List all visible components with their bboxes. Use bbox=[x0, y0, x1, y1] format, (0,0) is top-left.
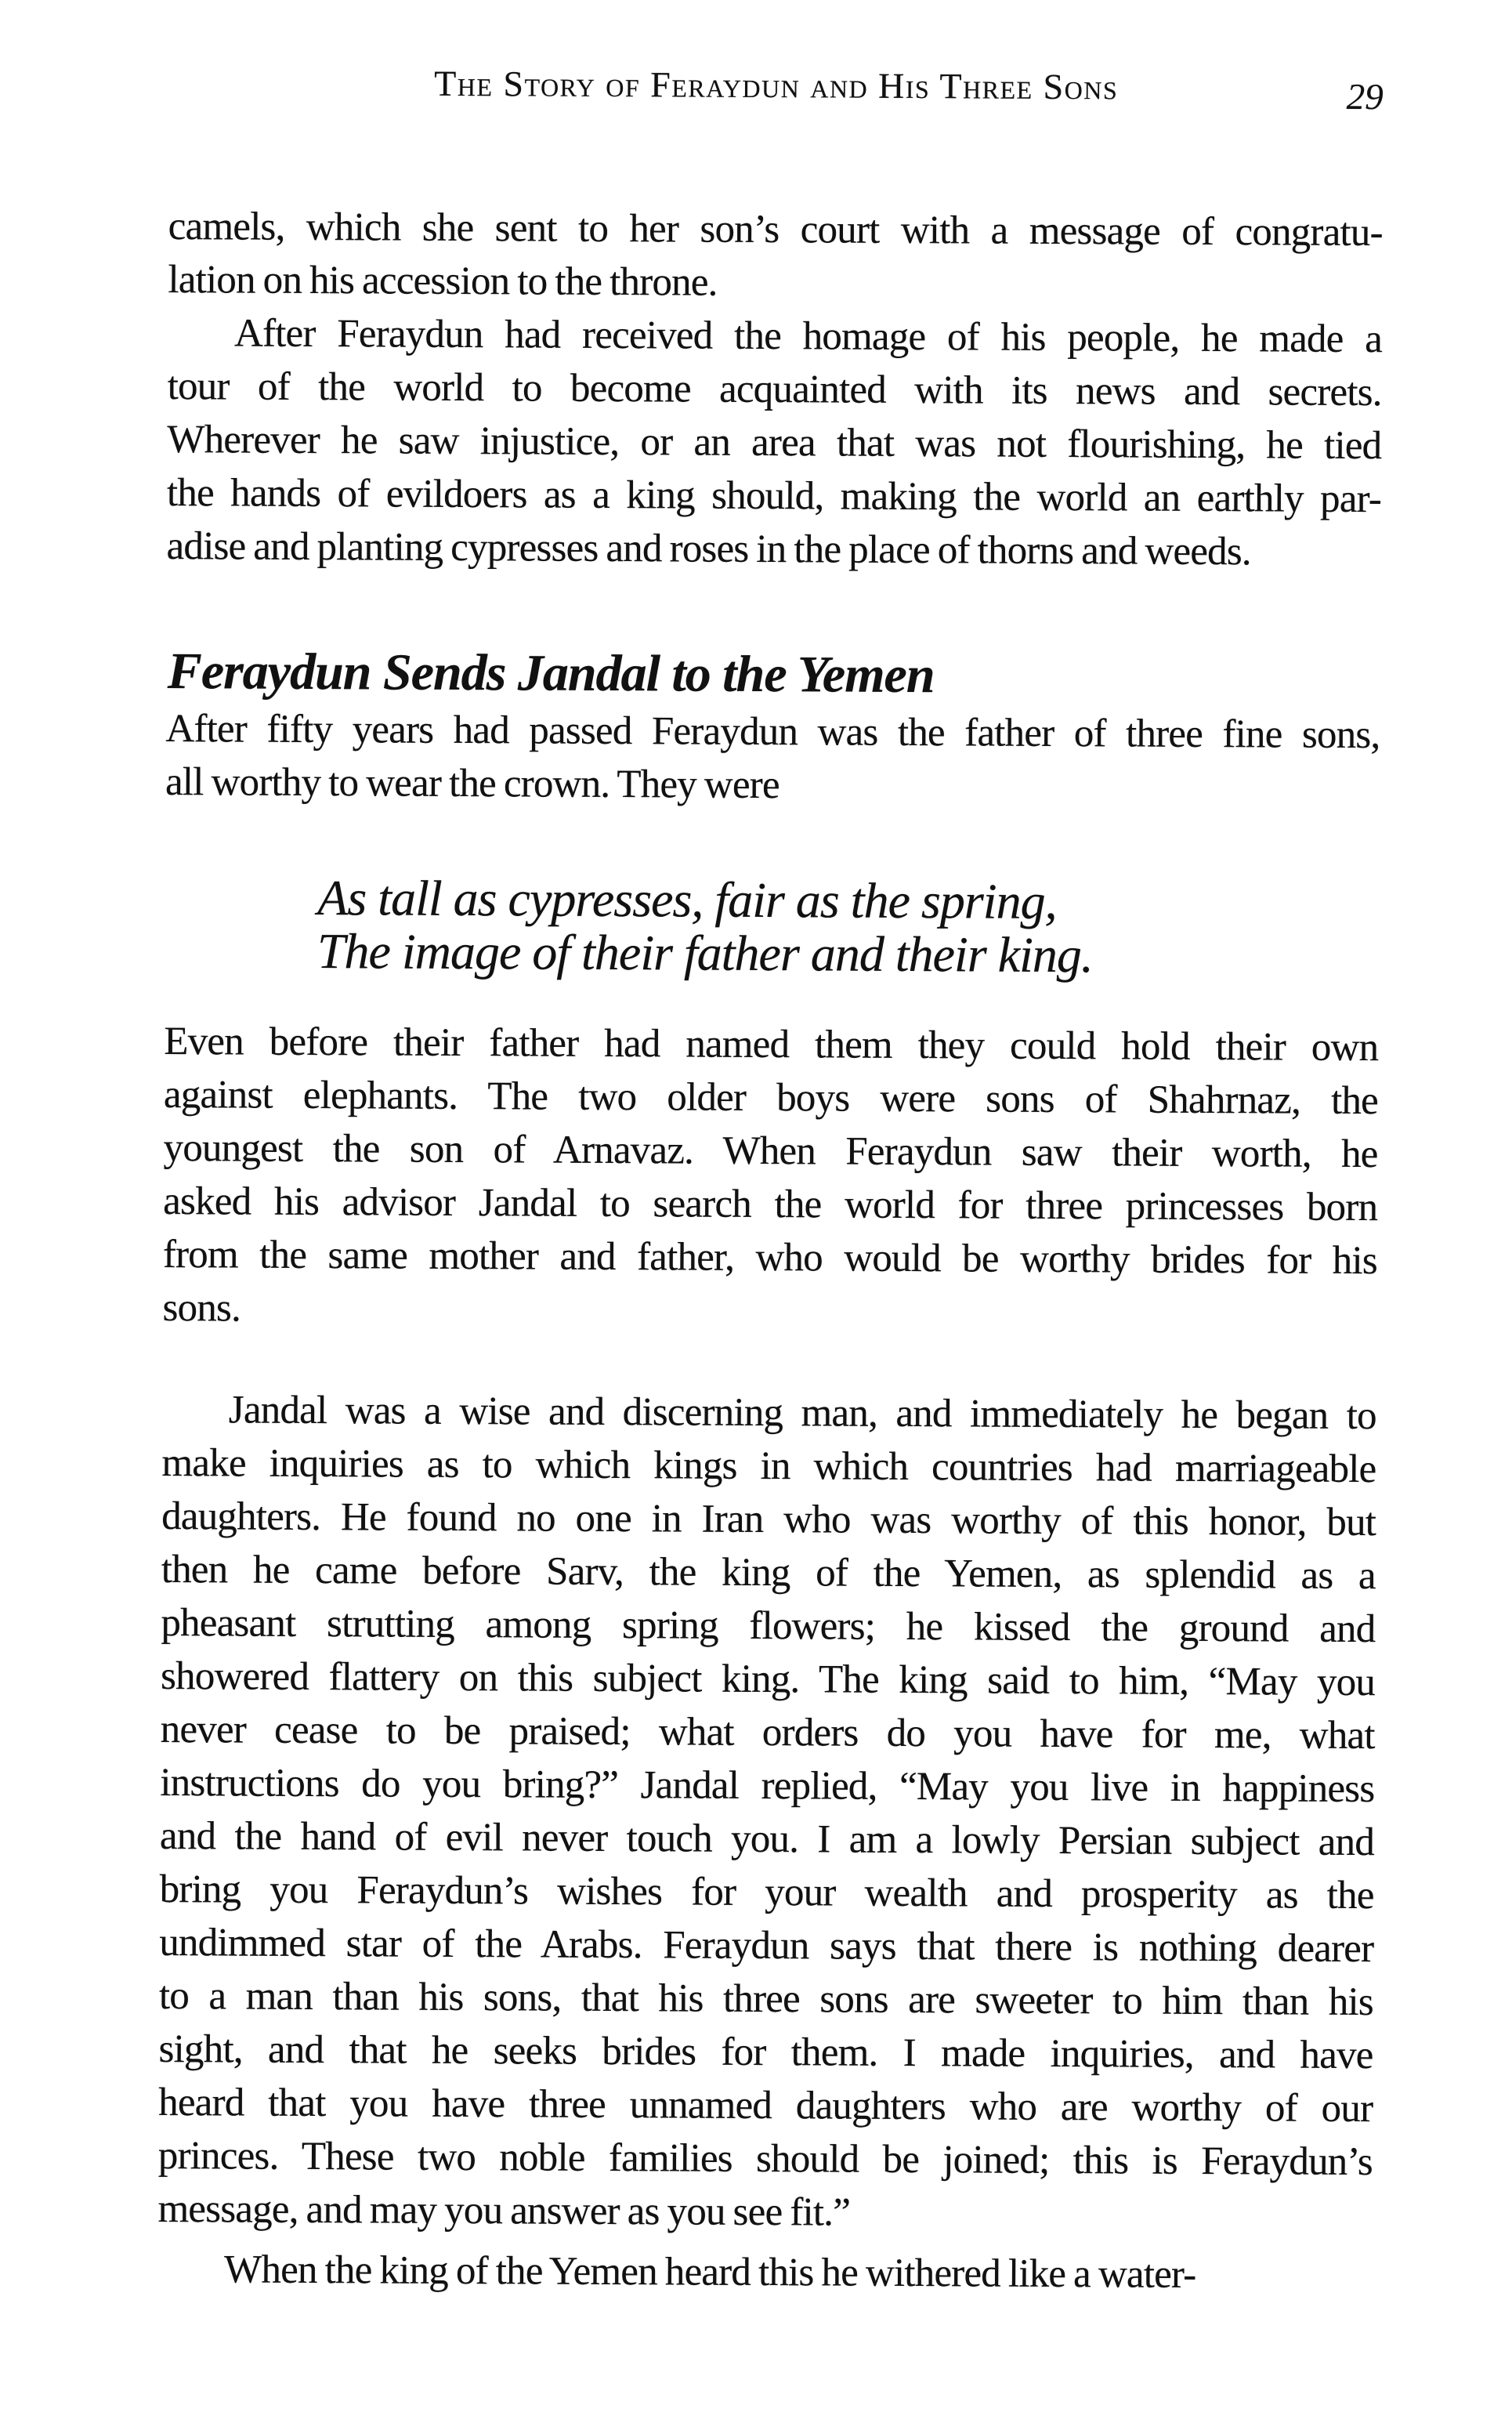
text-line: asked his advisor Jandal to search the world for three princesses born bbox=[163, 1179, 1378, 1230]
text-line: bring you Feraydun’s wishes for your wealth and prosperity as the bbox=[159, 1867, 1374, 1918]
text-line: sight, and that he seeks brides for them. I made inquiries, and have bbox=[158, 2026, 1373, 2078]
paragraph-king-reaction bbox=[157, 2243, 1372, 2302]
text-line: and the hand of evil never touch you. I am a lowly Persian subject and bbox=[159, 1813, 1375, 1865]
text-line: Wherever he saw injustice, or an area that was not flourishing, he tied bbox=[167, 418, 1382, 469]
text-line: princes. These two noble families should be joined; this is Feraydun’s bbox=[157, 2133, 1373, 2185]
text-line: instructions do you bring?” Jandal replied, “May you live in happiness bbox=[160, 1760, 1375, 1812]
paragraph-three-sons bbox=[165, 702, 1380, 815]
text-line: to a man than his sons, that his three sons are sweeter to him than his bbox=[158, 1973, 1374, 2025]
text-line: daughters. He found no one in Iran who was worthy of this honor, but bbox=[161, 1494, 1376, 1545]
text-line: As tall as cypresses, fair as the spring, bbox=[317, 870, 1057, 929]
text-line: the hands of evildoers as a king should, making the world an earthly par- bbox=[166, 471, 1382, 522]
text-line: Even before their father had named them they could hold their own bbox=[164, 1019, 1379, 1070]
paragraph-tour-of-world bbox=[166, 306, 1382, 579]
text-line: then he came before Sarv, the king of the Yemen, as splendid as a bbox=[161, 1547, 1376, 1599]
text-line: never cease to be praised; what orders do you have for me, what bbox=[160, 1707, 1375, 1758]
text-line: After fifty years had passed Feraydun was the father of three fine sons, bbox=[165, 707, 1380, 758]
text-line: lation on his accession to the throne. bbox=[168, 258, 718, 305]
running-header: The Story of Feraydun and His Three Sons bbox=[434, 63, 1119, 107]
text-line: Jandal was a wise and discerning man, and immediately he began to bbox=[228, 1388, 1376, 1439]
text-line: camels, which she sent to her son’s court with a message of congratu- bbox=[168, 205, 1383, 255]
verse-couplet bbox=[317, 871, 1180, 983]
text-line: undimmed star of the Arabs. Feraydun says that there is nothing dearer bbox=[159, 1920, 1374, 1972]
section-heading: Feraydun Sends Jandal to the Yemen bbox=[167, 643, 935, 704]
paragraph-sons-worth bbox=[162, 1015, 1378, 1341]
paragraph-jandal-mission bbox=[157, 1383, 1376, 2242]
text-line: message, and may you answer as you see fit.” bbox=[157, 2186, 851, 2235]
text-line: After Feraydun had received the homage of his people, he made a bbox=[233, 311, 1383, 362]
text-line: all worthy to wear the crown. They were bbox=[165, 760, 780, 808]
text-line: tour of the world to become acquainted with its news and secrets. bbox=[167, 364, 1382, 415]
text-line: showered flattery on this subject king. The king said to him, “May you bbox=[160, 1653, 1376, 1705]
text-line: When the king of the Yemen heard this he withered like a water- bbox=[223, 2247, 1196, 2297]
text-line: sons. bbox=[162, 1285, 241, 1331]
page-number: 29 bbox=[1346, 76, 1384, 118]
paragraph-continuation bbox=[168, 200, 1383, 313]
text-line: from the same mother and father, who would be worthy brides for his bbox=[162, 1232, 1378, 1284]
text-line: heard that you have three unnamed daughters who are worthy of our bbox=[158, 2080, 1373, 2131]
text-line: pheasant strutting among spring flowers; he kissed the ground and bbox=[161, 1600, 1376, 1652]
text-line: against elephants. The two older boys were sons of Shahrnaz, the bbox=[163, 1072, 1379, 1124]
text-line: youngest the son of Arnavaz. When Feraydun saw their worth, he bbox=[163, 1125, 1378, 1177]
text-line: The image of their father and their king. bbox=[317, 923, 1094, 983]
text-line: adise and planting cypresses and roses in the place of thorns and weeds. bbox=[166, 524, 1251, 574]
text-line: make inquiries as to which kings in which countries had marriageable bbox=[161, 1440, 1376, 1492]
